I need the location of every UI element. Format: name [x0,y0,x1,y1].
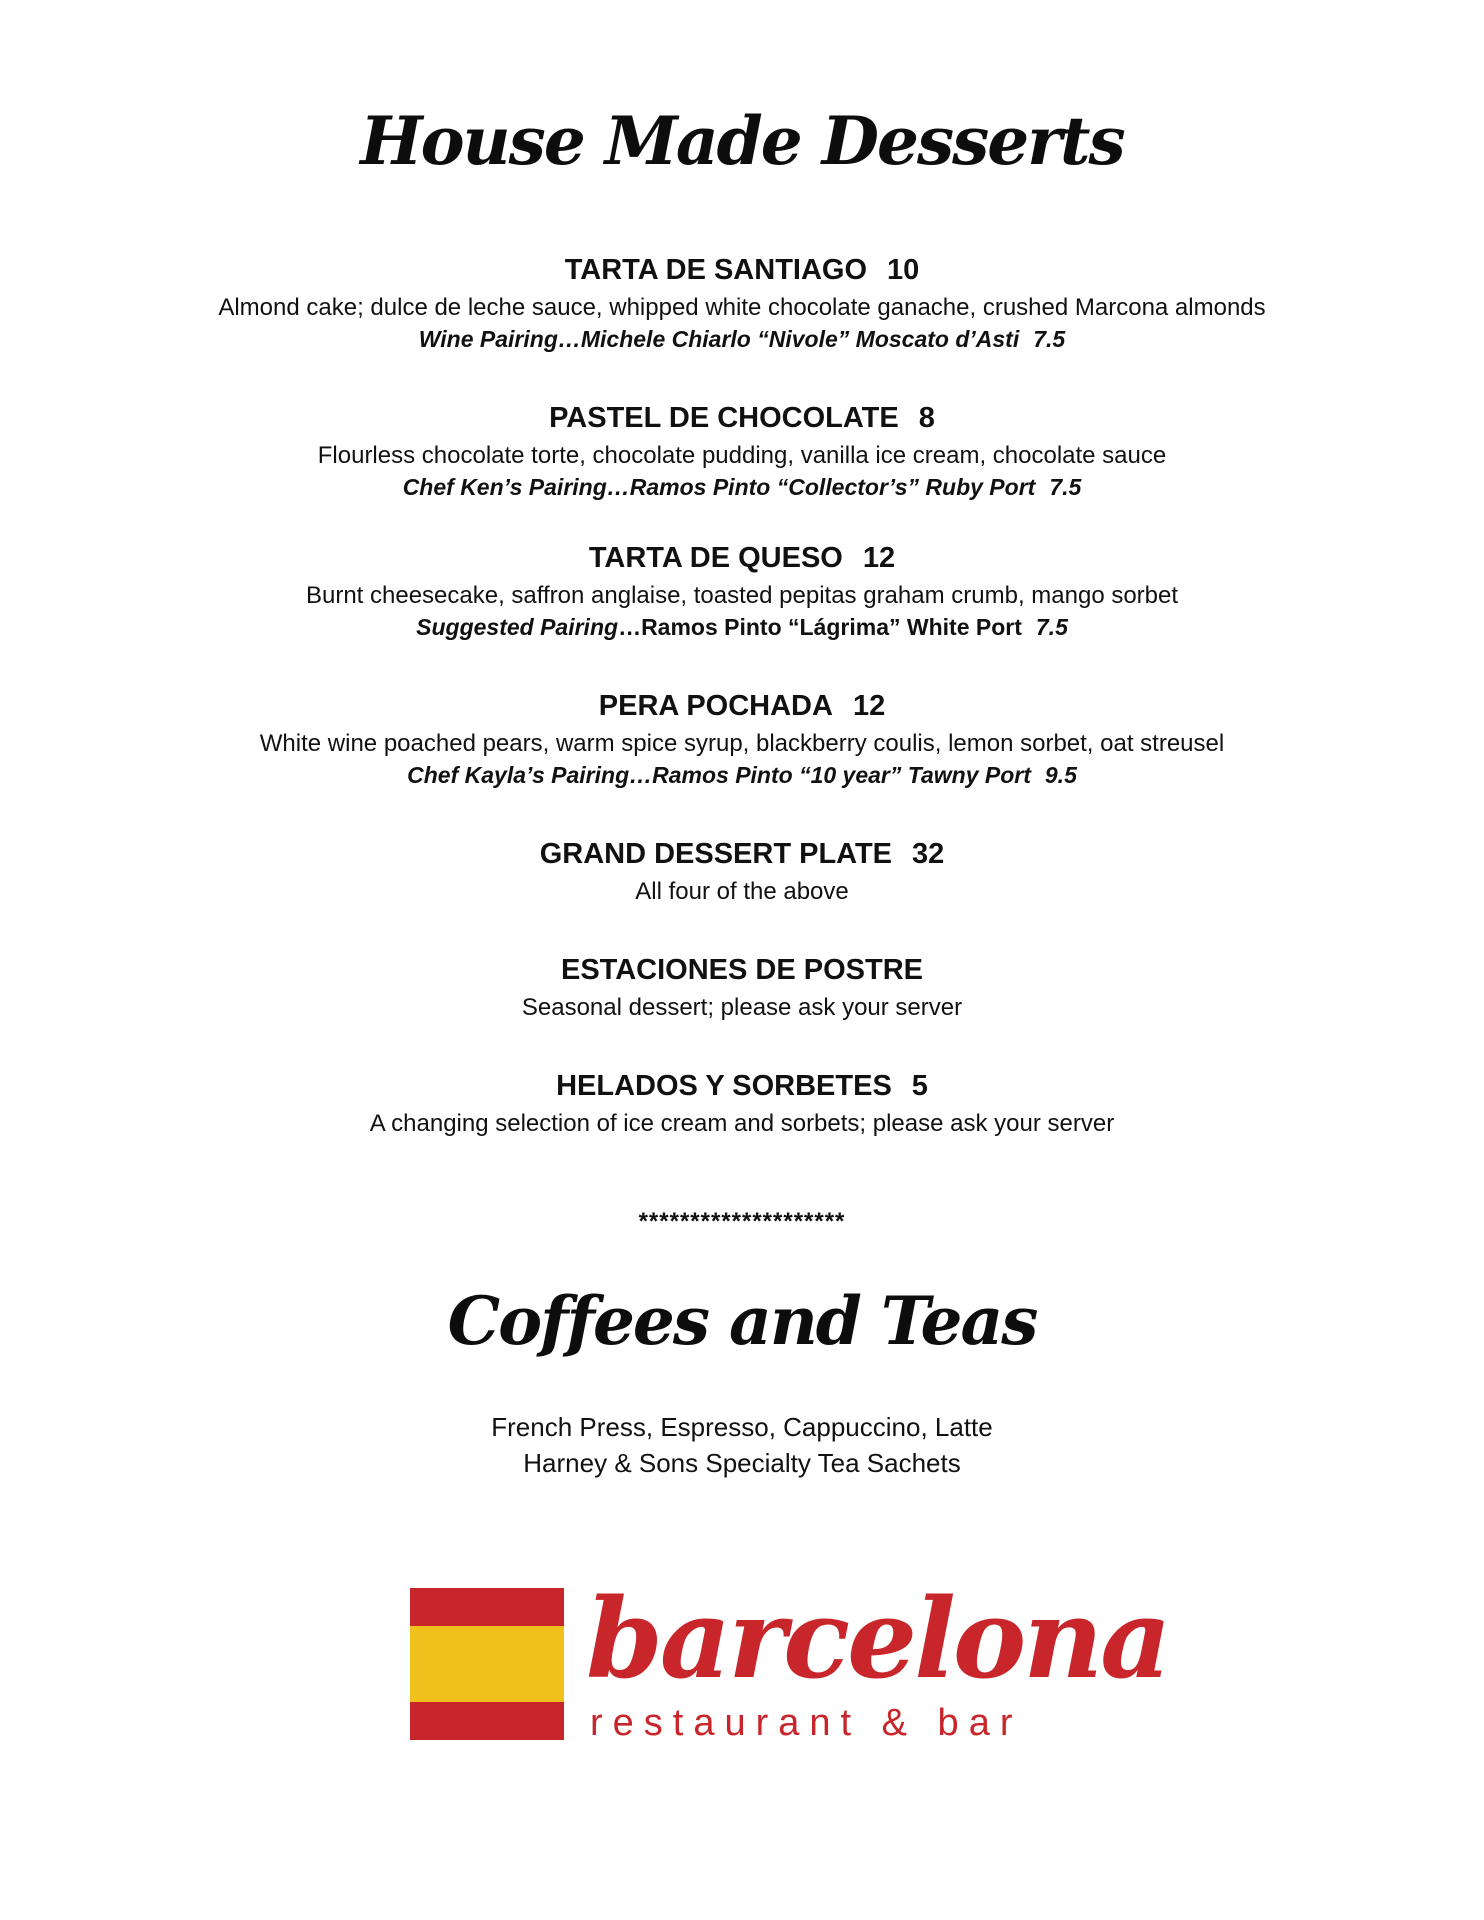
menu-item-pairing [0,762,1484,789]
menu-item-name [0,1070,1484,1103]
menu-item-description: Almond cake; dulce de leche sauce, whipped white chocolate ganache, crushed Marcona almonds [218,294,1266,321]
barcelona-logo [410,1574,1169,1748]
pairing-price: 9.5 [1044,762,1077,788]
item-price: 12 [862,542,896,574]
star-divider: ******************** [638,1208,846,1235]
tea-line: Harney & Sons Specialty Tea Sachets [523,1448,961,1478]
menu-item-pairing [0,326,1484,353]
desserts-title: House Made Desserts [360,102,1124,180]
menu-item-name [0,690,1484,723]
menu-item-name [0,954,1484,987]
brand-name: barcelona [586,1574,1169,1703]
menu-item-name [0,254,1484,287]
pairing-price: 7.5 [1035,614,1068,640]
menu-item-name [0,838,1484,871]
spain-flag-icon [410,1588,564,1740]
pairing-price: 7.5 [1049,474,1082,500]
item-price: 8 [918,402,935,434]
item-name-text: ESTACIONES DE POSTRE [560,954,924,986]
pairing-price: 7.5 [1033,326,1066,352]
item-name-text: PASTEL DE CHOCOLATE [549,402,899,434]
pairing-label: Wine Pairing…Michele Chiarlo “Nivole” Moscato d’Asti [418,326,1020,352]
menu-item-name [0,542,1484,575]
item-name-text: TARTA DE QUESO [588,542,843,574]
item-name-text: HELADOS Y SORBETES [556,1070,892,1102]
item-name-text: PERA POCHADA [598,690,833,722]
menu-item-name [0,402,1484,435]
pairing-wine: …Ramos Pinto “Lágrima” White Port [618,614,1022,640]
menu-item-description: A changing selection of ice cream and sorbets; please ask your server [369,1110,1115,1137]
menu-item-description: Flourless chocolate torte, chocolate pudding, vanilla ice cream, chocolate sauce [317,442,1167,469]
pairing-label: Suggested Pairing [416,614,619,640]
item-name-text: TARTA DE SANTIAGO [564,254,868,286]
menu-item-description: White wine poached pears, warm spice syrup, blackberry coulis, lemon sorbet, oat streusel [259,730,1225,757]
menu-item-description: All four of the above [635,878,849,905]
item-price: 10 [887,254,920,286]
menu-item-pairing [0,614,1484,641]
menu-item-description: Seasonal dessert; please ask your server [521,994,963,1021]
coffees-title: Coffees and Teas [447,1282,1037,1360]
menu-item-description: Burnt cheesecake, saffron anglaise, toasted pepitas graham crumb, mango sorbet [305,582,1179,609]
item-price: 5 [911,1070,928,1102]
item-price: 32 [912,838,945,870]
menu-item-pairing [0,474,1484,501]
brand-tagline: restaurant & bar [590,1702,1023,1744]
item-name-text: GRAND DESSERT PLATE [539,838,893,870]
coffee-line: French Press, Espresso, Cappuccino, Latte [491,1412,993,1442]
pairing-label: Chef Ken’s Pairing…Ramos Pinto “Collector’s” Ruby Port [402,474,1036,500]
item-price: 12 [852,690,886,722]
pairing-label: Chef Kayla’s Pairing…Ramos Pinto “10 year” Tawny Port [407,762,1031,788]
